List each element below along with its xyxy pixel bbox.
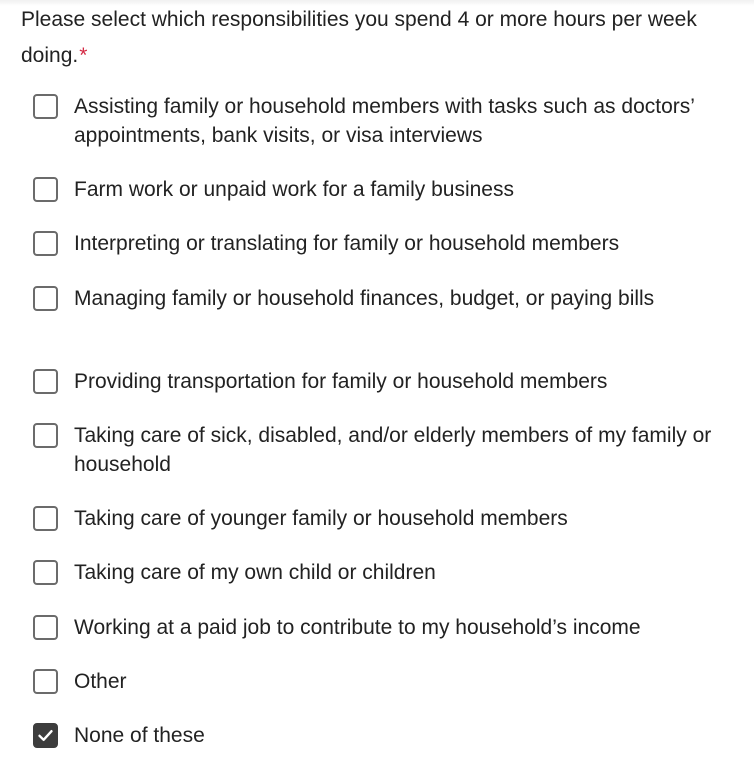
option-label: Taking care of sick, disabled, and/or elderly members of my family or household: [74, 424, 712, 476]
option-label: Interpreting or translating for family or household members: [74, 232, 620, 255]
option-label: Providing transportation for family or household members: [74, 370, 608, 393]
checkbox-checked[interactable]: [33, 723, 58, 748]
option-care-younger-members[interactable]: [33, 504, 748, 533]
option-care-own-children[interactable]: [33, 558, 748, 587]
option-label: Taking care of my own child or children: [74, 561, 436, 584]
option-transportation[interactable]: [33, 367, 748, 396]
checkbox[interactable]: [33, 423, 58, 448]
checkbox[interactable]: [33, 94, 58, 119]
required-asterisk: *: [79, 44, 88, 67]
option-label: Taking care of younger family or household members: [74, 507, 568, 530]
option-label: Working at a paid job to contribute to my household’s income: [74, 616, 641, 639]
question-label: Please select which responsibilities you spend 4 or more hours per week doing.: [21, 8, 697, 67]
option-label: Assisting family or household members with tasks such as doctors’ appointments, bank visits, or visa interviews: [74, 95, 695, 147]
option-label: None of these: [74, 724, 205, 747]
option-label: Farm work or unpaid work for a family business: [74, 178, 514, 201]
option-label: Managing family or household finances, budget, or paying bills: [74, 287, 655, 310]
option-label: Other: [74, 670, 127, 693]
checkbox[interactable]: [33, 669, 58, 694]
option-care-sick-elderly[interactable]: [33, 421, 748, 479]
checkbox[interactable]: [33, 506, 58, 531]
checkbox[interactable]: [33, 560, 58, 585]
checkbox[interactable]: [33, 615, 58, 640]
question-text: [21, 2, 746, 74]
checkbox[interactable]: [33, 177, 58, 202]
option-paid-job[interactable]: [33, 613, 748, 642]
option-assisting-family[interactable]: [33, 92, 748, 150]
option-other[interactable]: [33, 667, 748, 696]
checkbox[interactable]: [33, 231, 58, 256]
checkbox[interactable]: [33, 369, 58, 394]
option-managing-finances[interactable]: [33, 284, 748, 313]
checkmark-icon: [37, 727, 54, 744]
option-farm-work[interactable]: [33, 175, 748, 204]
option-interpreting[interactable]: [33, 229, 748, 258]
option-none-of-these[interactable]: [33, 721, 748, 750]
checkbox[interactable]: [33, 286, 58, 311]
